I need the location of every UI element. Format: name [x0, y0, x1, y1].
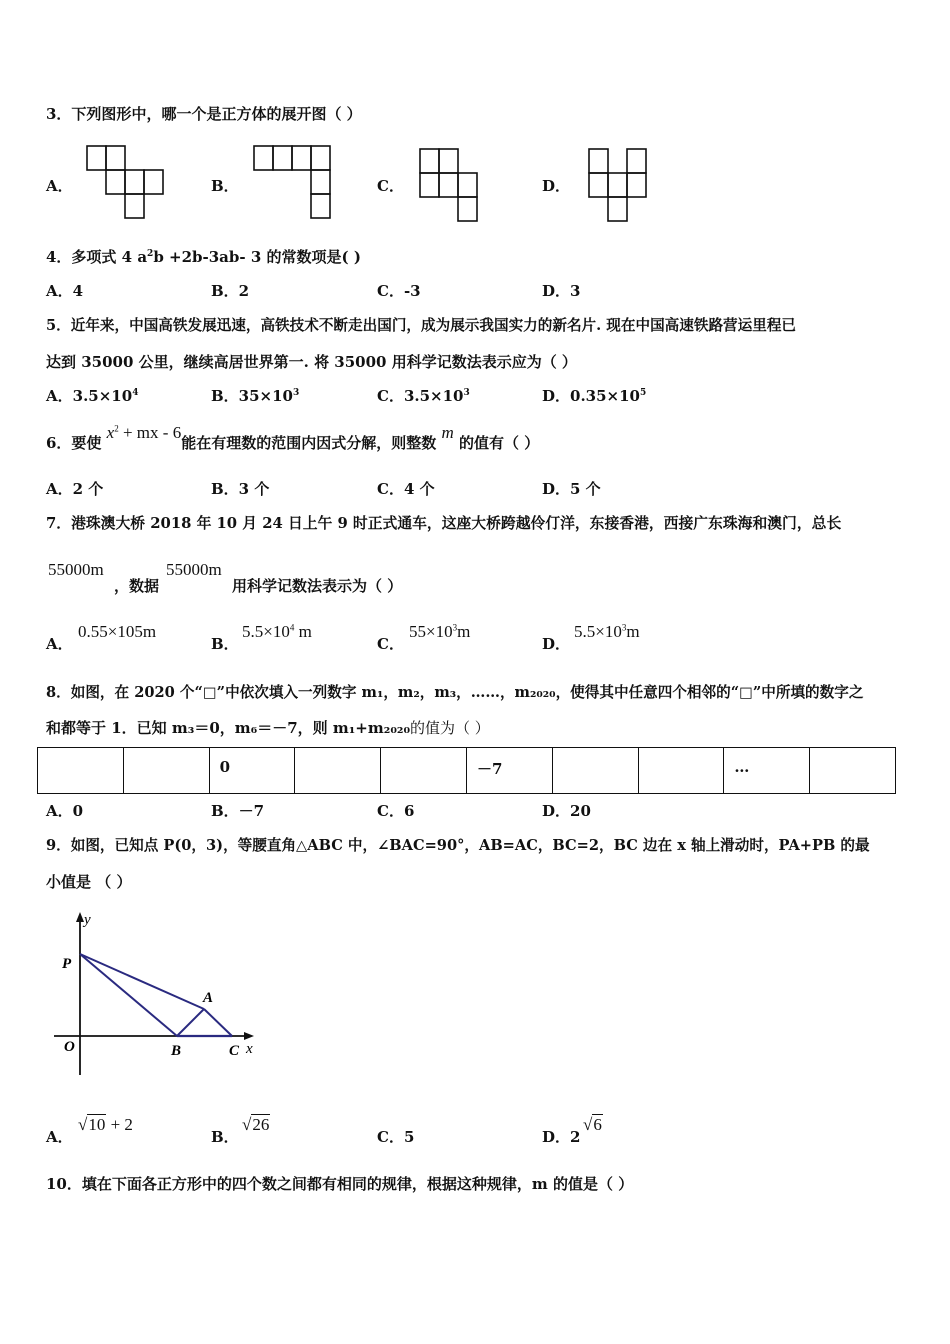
q3-option-d: D． — [542, 177, 571, 195]
q6-suffix: 的值有（ ） — [458, 434, 540, 452]
q5-option-b-exp: 3 — [293, 388, 300, 398]
q4-option-b: B．2 — [211, 282, 250, 300]
label-y: y — [84, 912, 91, 928]
q6-option-d: D．5 个 — [542, 480, 601, 498]
y-axis-arrow-icon — [76, 912, 84, 922]
q3-stem: 3．下列图形中，哪一个是正方体的展开图（ ） — [46, 105, 362, 123]
q8-line2 — [46, 717, 490, 738]
cube-net-d — [587, 147, 649, 223]
q8-line1: 8．如图，在 2020 个“□”中依次填入一列数字 m₁，m₂，m₃，……，m₂₀₂₀，使得其中任意四个相邻的“□”中所填的数字之 — [46, 684, 864, 701]
q8-box — [123, 748, 209, 794]
q7-option-b-label: B． — [211, 635, 239, 653]
q6-stem — [46, 423, 540, 453]
q7-mid: ，数据 — [114, 577, 160, 595]
sqrt-icon: √26 — [242, 1115, 270, 1134]
sqrt-icon: √6 — [583, 1115, 602, 1134]
q7-option-b-base: 5.5×10 — [242, 622, 290, 641]
q7-line1: 7．港珠澳大桥 2018 年 10 月 24 日上午 9 时正式通车，这座大桥跨越伶仃洋，东接香港，西接广东珠海和澳门，总长 — [46, 515, 842, 532]
label-c: C — [229, 1043, 240, 1059]
label-o: O — [64, 1039, 75, 1055]
segment-pb — [80, 954, 177, 1036]
q5-option-b-label: B．35×10 — [211, 387, 293, 405]
q7-value-1: 55000m — [48, 560, 104, 579]
q5-option-c — [377, 385, 470, 406]
q7-option-c-label: C． — [377, 635, 404, 653]
label-x: x — [246, 1041, 253, 1057]
q5-option-a-label: A．3.5×10 — [46, 387, 133, 405]
label-p: P — [62, 956, 72, 972]
cube-net-a — [85, 144, 165, 220]
q7-option-d-exp: 3 — [621, 622, 627, 633]
q9-option-a-label: A． — [46, 1128, 73, 1146]
q5-option-a-exp: 4 — [132, 388, 139, 398]
q9-line1: 9．如图，已知点 P(0，3)，等腰直角△ABC 中，∠BAC=90°，AB=AC，BC=2，BC 边在 x 轴上滑动时，PA+PB 的最 — [46, 837, 870, 854]
q4-stem — [46, 246, 361, 267]
q8-option-c: C．6 — [377, 802, 415, 820]
q7-option-c-expr — [409, 622, 470, 642]
q6-option-a: A．2 个 — [46, 480, 104, 498]
q6-expr-rest: + mx - 6 — [118, 423, 182, 442]
q9-option-a-radicand: 10 — [88, 1115, 106, 1134]
q7-value-2: 55000m — [166, 560, 222, 579]
q9-figure — [50, 910, 265, 1080]
q5-option-a — [46, 385, 138, 406]
q9-option-b-label: B． — [211, 1128, 239, 1146]
q8-box — [810, 748, 896, 794]
q7-option-d-base: 5.5×10 — [574, 622, 622, 641]
q7-option-c-base: 55×10 — [409, 622, 453, 641]
q4-option-d: D．3 — [542, 282, 581, 300]
q3-option-a: A． — [46, 177, 73, 195]
segment-ab — [177, 1009, 204, 1036]
q9-option-a-expr — [78, 1115, 133, 1135]
q9-line2: 小值是 （ ） — [46, 873, 132, 891]
sqrt-icon: √10 — [78, 1115, 106, 1134]
q6-prefix: 6．要使 — [46, 434, 102, 452]
q5-line1: 5．近年来，中国高铁发展迅速，高铁技术不断走出国门，成为展示我国实力的新名片. 现在中国高速铁路营运里程已 — [46, 317, 797, 334]
q8-option-b: B．－7 — [211, 802, 265, 820]
label-b: B — [171, 1043, 182, 1059]
q9-option-d-expr — [583, 1115, 603, 1135]
q5-option-d-label: D．0.35×10 — [542, 387, 640, 405]
q6-var-m: m — [441, 423, 454, 442]
q7-option-a-label: A． — [46, 635, 73, 653]
q8-option-d: D．20 — [542, 802, 591, 820]
q9-option-d-radicand: 6 — [593, 1115, 602, 1134]
label-a: A — [203, 990, 214, 1006]
q8-option-a: A．0 — [46, 802, 84, 820]
q5-option-d — [542, 385, 646, 406]
cube-net-b — [252, 144, 332, 220]
q7-option-a-expr: 0.55×105m — [78, 622, 157, 641]
q5-line2: 达到 35000 公里，继续高居世界第一. 将 35000 用科学记数法表示应为（ ） — [46, 353, 577, 371]
q9-option-c: C．5 — [377, 1128, 415, 1146]
q9-option-d-label: D．2 — [542, 1128, 581, 1146]
q5-option-b — [211, 385, 299, 406]
q9-option-b-expr — [242, 1115, 270, 1135]
q6-expr-x: x — [106, 423, 115, 442]
q4-option-a: A．4 — [46, 282, 84, 300]
q3-option-c: C． — [377, 177, 404, 195]
q7-option-b-expr — [242, 622, 312, 642]
q5-option-c-label: C．3.5×10 — [377, 387, 464, 405]
q8-box — [381, 748, 467, 794]
q9-option-a-tail: + 2 — [106, 1115, 133, 1134]
q3-option-b: B． — [211, 177, 239, 195]
q7-option-b-exp: 4 — [289, 622, 295, 633]
q8-box: －7 — [466, 748, 552, 794]
q5-option-c-exp: 3 — [463, 388, 470, 398]
x-axis-arrow-icon — [244, 1032, 254, 1040]
q4-option-c: C．-3 — [377, 282, 421, 300]
q8-box — [38, 748, 124, 794]
q6-expression — [107, 423, 182, 442]
q8-box: … — [724, 748, 810, 794]
q7-option-d-unit: m — [626, 622, 640, 641]
q8-box — [295, 748, 381, 794]
q7-option-c-exp: 3 — [452, 622, 458, 633]
q4-exponent: 2 — [147, 249, 154, 259]
q6-expr-exp: 2 — [114, 423, 119, 434]
q7-option-d-expr — [574, 622, 640, 642]
q4-stem-part1: 4．多项式 4 a — [46, 248, 148, 266]
cube-net-c — [418, 147, 480, 223]
q7-option-b-unit: m — [298, 622, 312, 641]
q8-box — [552, 748, 638, 794]
segment-ac — [204, 1009, 232, 1036]
q9-option-b-radicand: 26 — [252, 1115, 270, 1134]
q8-box — [638, 748, 724, 794]
q6-middle: 能在有理数的范围内因式分解，则整数 — [181, 434, 437, 452]
q5-option-d-exp: 5 — [639, 388, 647, 398]
q7-option-d-label: D． — [542, 635, 571, 653]
q6-option-b: B．3 个 — [211, 480, 270, 498]
q8-line2-b: 的值为（ ） — [410, 719, 490, 737]
q8-box: 0 — [209, 748, 295, 794]
q7-option-c-unit: m — [457, 622, 471, 641]
segment-pa — [80, 954, 204, 1009]
q8-line2-a: 和都等于 1．已知 m₃＝0，m₆＝－7，则 m₁+m₂₀₂₀ — [46, 719, 411, 737]
q10-stem: 10．填在下面各正方形中的四个数之间都有相同的规律，根据这种规律，m 的值是（ ） — [46, 1175, 634, 1193]
q8-box-row — [37, 747, 896, 794]
q6-option-c: C．4 个 — [377, 480, 435, 498]
q4-stem-part2: b +2b-3ab- 3 的常数项是( ) — [153, 248, 361, 266]
q7-suffix: 用科学记数法表示为（ ） — [232, 577, 403, 595]
